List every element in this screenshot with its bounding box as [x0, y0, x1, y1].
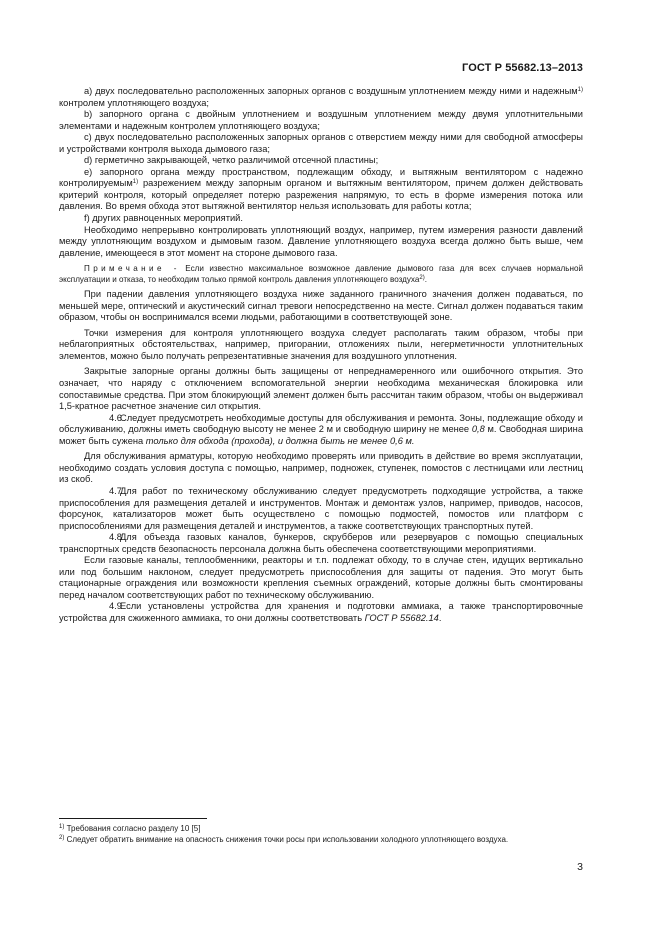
paragraph: Для обслуживания арматуры, которую необходимо проверять или приводить в действие во время эксплуатации, необходимо создать условия доступа с помощью, например, подножек, ступенек, помостов с лестницами или лестниц из скоб. [59, 451, 583, 485]
list-item-e: е) запорного органа между пространством, подлежащим обходу, и вытяжным вентилятором с надежно контролируемым$^{1)}$ разрежением между запорным органом и вытяжным вентилятором, причем должен действовать критерий контроля, который определяет потерю разрежения напрямую, то есть в форме измерения потока или давления. Во время обхода этот вытяжной вентилятор нельзя использовать для работы котла; [59, 166, 583, 212]
section-number: 4.9 [109, 601, 122, 612]
footnote-separator [59, 818, 207, 819]
section-4-9: 4.9Если установлены устройства для хранения и подготовки аммиака, а также транспортировочные устройства для сжиженного аммиака, то они должны соответствовать ГОСТ Р 55682.14. [59, 601, 583, 623]
footnote-2: $^{2)}$ Следует обратить внимание на опасность снижения точки росы при использовании холодного уплотняющего воздуха. [59, 834, 509, 844]
paragraph: При падении давления уплотняющего воздуха ниже заданного граничного значения должен подаваться, по меньшей мере, оптический и акустический сигнал тревоги непосредственно на месте. Сигнал должен подаваться таким образом, чтобы он воспринимался всеми людьми, работающими в соответствующей зоне. [59, 289, 583, 323]
document-header: ГОСТ Р 55682.13–2013 [462, 62, 583, 74]
section-number: 4.7 [109, 485, 122, 496]
paragraph: Точки измерения для контроля уплотняющего воздуха следует располагать таким образом, чтобы при неблагоприятных обстоятельствах, например, пригорании, отложениях пыли, негерметичности уплотнительных элементов, можно было получать репрезентативные значения для воздушного уплотнения. [59, 327, 583, 361]
list-item-f: f) других равноценных мероприятий. [84, 213, 243, 224]
section-number: 4.8 [109, 532, 122, 543]
section-4-7: 4.7Для работ по техническому обслуживанию следует предусмотреть подходящие устройства, а также приспособления для размещения деталей и инструментов. Монтаж и демонтаж узлов, например, приводов, насосов, форсунок, катализаторов может быть осуществлено с помощью подмостей, помостов или платформ с приспособлениями для размещения деталей и инструментов, а также соответствующих транспортных путей. [59, 485, 583, 531]
list-item-d: d) герметично закрывающей, четко различимой отсечной пластины; [84, 155, 379, 166]
list-item-a: а) двух последовательно расположенных запорных органов с воздушным уплотнением между ними и надежным$^{1)}$ контролем уплотняющего воздуха; [59, 86, 583, 108]
page-number: 3 [577, 861, 583, 873]
footnote-ref: 2) [419, 274, 425, 281]
paragraph: Закрытые запорные органы должны быть защищены от непреднамеренного или ошибочного открытия. Это означает, что наряду с отключением вспомогательной энергии необходима механическая блокировка или сопоставимые средства. При этом блокирующий элемент должен быть рассчитан таким образом, чтобы он выдерживал 1,5-кратное расчетное значение сил открытия. [59, 366, 583, 412]
paragraph: Если газовые каналы, теплообменники, реакторы и т.п. подлежат обходу, то в случае стен, идущих вертикально или под большим наклоном, следует предусмотреть приспособления для защиты от падения. Это могут быть стационарные ограждения или возможности крепления съемных ограждений, которые должны быть смонтированы перед началом соответствующих работ по техническому обслуживанию. [59, 555, 583, 600]
note-label: Примечание - [84, 264, 180, 274]
list-item-b: b) запорного органа с двойным уплотнением и воздушным уплотнением между двумя уплотнительными элементами и надежным контролем уплотняющего воздуха; [59, 109, 583, 131]
footnote-ref: 1) [132, 179, 139, 186]
note: Примечание - Если известно максимальное возможное давление дымового газа для всех случаев нормальной эксплуатации и отказа, то необходим только прямой контроль давления уплотняющего воздуха$^{2)}$. [59, 264, 583, 284]
paragraph: Необходимо непрерывно контролировать уплотняющий воздух, например, путем измерения разности давлений между уплотняющим воздухом и дымовым газом. Давление уплотняющего воздуха всегда должно быть выше, чем давление, имеющееся в этот момент на стороне дымового газа. [59, 224, 583, 258]
list-item-c: с) двух последовательно расположенных запорных органов с отверстием между ними для свободной атмосферы и устройствами контроля выхода дымового газа; [59, 132, 583, 154]
section-number: 4.6 [109, 412, 122, 423]
footnotes [59, 824, 583, 845]
section-4-6: 4.6Следует предусмотреть необходимые доступы для обслуживания и ремонта. Зоны, подлежащие обходу и обслуживанию, должны иметь свободную высоту не менее 2 м и свободную ширину не менее 0,8 м. Свободная ширина может быть сужена только для обхода (прохода), и должна быть не менее 0,6 м. [59, 412, 583, 446]
footnote-ref: 1) [577, 87, 583, 93]
section-4-8: 4.8Для объезда газовых каналов, бункеров, скрубберов или резервуаров с помощью специальных транспортных средств безопасность персонала должна быть обеспечена соответствующими мероприятиями. [59, 532, 583, 554]
document-body [59, 86, 583, 625]
footnote-1: $^{1)}$ Требования согласно разделу 10 [5] [59, 824, 201, 833]
